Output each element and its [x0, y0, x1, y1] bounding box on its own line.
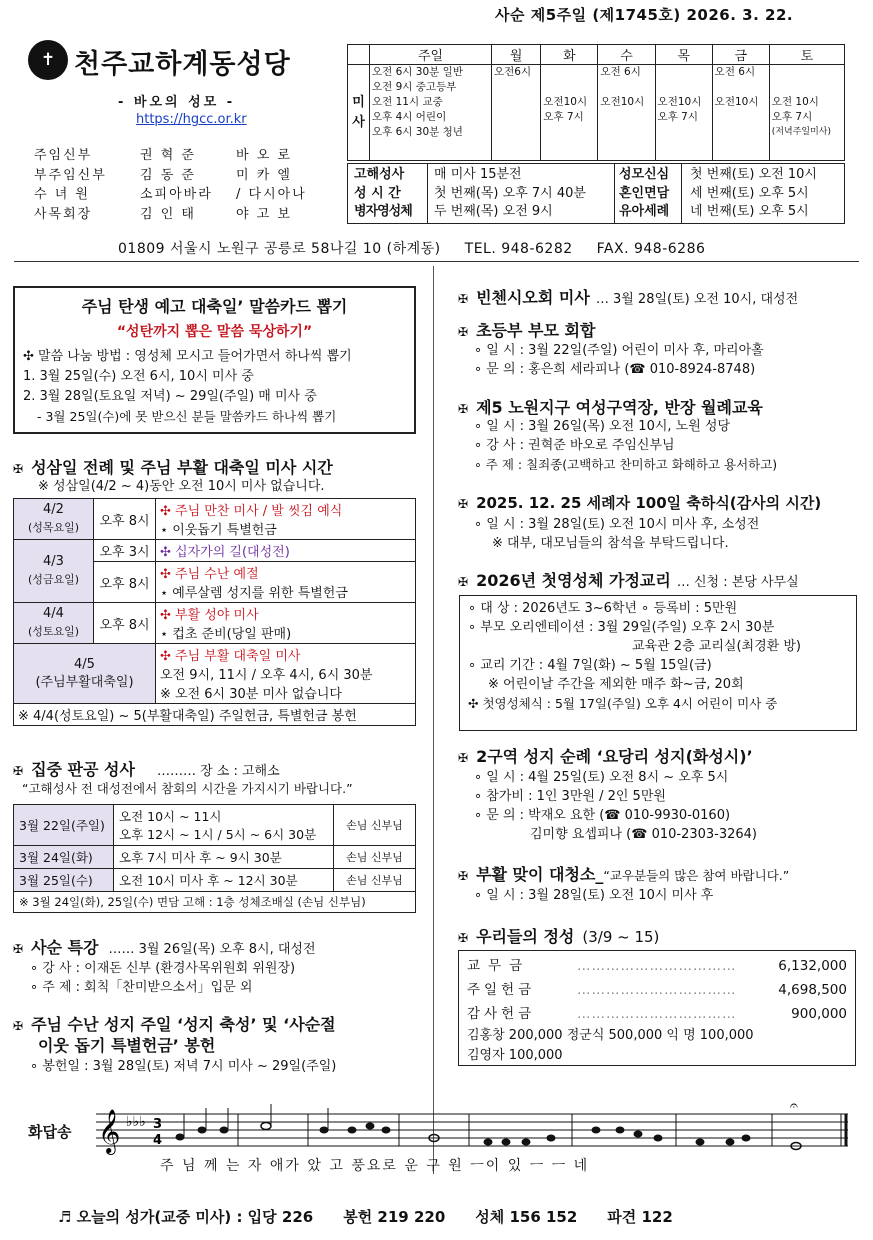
triduum-day: 4/3 (성금요일) [14, 540, 94, 603]
offertory-song: 봉헌 219 220 [343, 1208, 446, 1226]
day-header: 화 [541, 45, 598, 65]
corner-cell [348, 45, 370, 65]
triduum-table: 4/2 (성목요일) 오후 8시 ✣ 주님 만찬 미사 / 발 씻김 예식 ⋆ 이웃돕기 특별헌금 4/3 (성금요일) 오후 3시 ✣ 십자가의 길(대성전) 오후 8시 ✣ 주님 수난 예절 ⋆ 예루살렘 성지를 위한 특별헌금 4/4 (성토요일) 오후 8시 ✣ 부활 성야 미사 ⋆ 컵초 준비(당일 판매) 4/5 (주님부활대축일) ✣ 주님 부활 대축일 미사 오전 9시, 11시 / 오후 4시, 6시 30분 ※ 오전 6시 30분 미사 없습니다 ※ 4/4(성토요일) ~ 5(부활대축일) 주일헌금, 특별헌금 봉헌 [13, 498, 416, 726]
confession-note: “고해성사 전 대성전에서 참회의 시간을 가지시기 바랍니다.” [22, 781, 353, 796]
day-header: 목 [655, 45, 712, 65]
mass-schedule-table [347, 44, 845, 161]
wednesday-masses: 오전 6시 오전10시 [598, 65, 655, 161]
confession-heading: ✠ 집중 판공 성사 ……… 장 소 : 고해소 [13, 760, 280, 779]
section-marker-icon: ✠ [13, 942, 24, 956]
confession-table: 3월 22일(주일) 오전 10시 ~ 11시 오후 12시 ~ 1시 / 5시 ~ 6시 30분 손님 신부님 3월 24일(화) 오후 7시 미사 후 ~ 9시 30분 손님 신부님 3월 25일(수) 오전 10시 미사 후 ~ 12시 30분 손님 신부님 ※ 3월 24일(화), 25일(수) 면담 고해 : 1층 성체조배실 (손님 신부님) [13, 804, 416, 913]
baptism-heading: ✠ 2025. 12. 25 세례자 100일 축하식(감사의 시간) [458, 494, 822, 512]
sunday-masses: 오전 6시 30분 일반 오전 9시 중고등부 오전 11시 교중 오후 4시 어린이 오후 6시 30분 청년 [370, 65, 492, 161]
offering-row: 주일헌금 …………………………… 4,698,500 [467, 982, 847, 998]
address: 01809 서울시 노원구 공릉로 58나길 10 (하계동) [118, 241, 441, 257]
section-marker-icon: ✠ [458, 292, 469, 306]
triduum-day: 4/2 (성목요일) [14, 499, 94, 540]
lecture-heading: ✠ 사순 특강 …… 3월 26일(목) 오후 8시, 대성전 [13, 938, 316, 957]
section-marker-icon: ✠ [13, 462, 24, 476]
section-marker-icon: ✠ [458, 869, 469, 883]
header-divider [14, 261, 859, 262]
cleaning-heading: ✠ 부활 맞이 대청소_“교우분들의 많은 참여 바랍니다.” [458, 865, 790, 884]
svg-text:𝄞: 𝄞 [98, 1109, 121, 1153]
tel: TEL. 948-6282 [464, 241, 573, 257]
section-marker-icon: ✠ [458, 751, 469, 765]
palm-heading: ✠ 주님 수난 성지 주일 ‘성지 축성’ 및 ‘사순절 [13, 1015, 336, 1034]
word-card-subtitle: “성탄까지 뽑은 말씀 묵상하기” [116, 324, 313, 340]
pilgrimage-heading: ✠ 2구역 성지 순례 ‘요당리 성지(화성시)’ [458, 747, 753, 766]
offering-box [458, 950, 856, 1066]
word-card-title: 주님 탄생 예고 대축일’ 말씀카드 뽑기 [81, 297, 348, 316]
parish-name: 천주교하계동성당 [74, 49, 291, 80]
hymn-lyrics: 주 님 께 는 자 애가 았 고 풍요로 운 구 원 ㅡ이 있 ㅡ ㅡ 네 [160, 1158, 590, 1174]
first-communion-box: ∘ 대 상 : 2026년도 3~6학년 ∘ 등록비 : 5만원 ∘ 부모 오리엔테이션 : 3월 29일(주일) 오후 2시 30분 교육관 2층 교리실(최경환 방) ∘ 교리 기간 : 4월 7일(화) ~ 5월 15일(금) ※ 어린이날 주간을 제외한 매주 화~금, 20회 ✣ 첫영성체식 : 5월 17일(주일) 오후 4시 어린이 미사 중 [459, 595, 857, 731]
today-songs [58, 1206, 703, 1227]
tuesday-masses: 오전10시 오후 7시 [541, 65, 598, 161]
section-marker-icon: ✠ [458, 325, 469, 339]
first-communion-heading: ✠ 2026년 첫영성체 가정교리 … 신청 : 본당 사무실 [458, 571, 799, 590]
parents-heading: ✠ 초등부 부모 회합 [458, 321, 596, 340]
communion-song: 성체 156 152 [475, 1208, 578, 1226]
section-marker-icon: ✠ [458, 402, 469, 416]
donor-list: 김홍창 200,000 정군식 500,000 익 명 100,000 [467, 1028, 754, 1043]
svg-text:♭♭♭: ♭♭♭ [126, 1114, 146, 1130]
saturday-masses: 오전 10시 오후 7시 (저녁주일미사) [769, 65, 844, 161]
staff-row: 부주임신부 김 동 준 미 카 엘 [34, 167, 292, 183]
offering-heading: ✠ 우리들의 정성 (3/9 ~ 15) [458, 927, 660, 946]
offering-row: 감사헌금 …………………………… 900,000 [467, 1006, 847, 1022]
parish-motto: - 바오의 성모 - [118, 95, 236, 110]
svg-text:4: 4 [153, 1133, 163, 1148]
monday-masses: 오전6시 [492, 65, 541, 161]
triduum-day: 4/5 (주님부활대축일) [14, 644, 156, 704]
friday-masses: 오전 6시 오전10시 [712, 65, 769, 161]
services-values-left: 매 미사 15분전 첫 번째(목) 오후 7시 40분 두 번째(목) 오전 9시 [434, 167, 586, 219]
staff-list [34, 146, 307, 224]
staff-row: 사목회장 김 인 태 야 고 보 [34, 206, 292, 222]
svg-text:𝄐: 𝄐 [790, 1100, 798, 1114]
entrance-song: ♬ 오늘의 성가(교중 미사) : 입당 226 [58, 1208, 314, 1226]
women-heading: ✠ 제5 노원지구 여성구역장, 반장 월례교육 [458, 398, 763, 417]
parish-logo-icon: ✝ [28, 40, 68, 80]
triduum-note: ※ 성삼일(4/2 ~ 4)동안 오전 10시 미사 없습니다. [38, 479, 325, 494]
day-header: 금 [712, 45, 769, 65]
services-labels-right: 성모신심 혼인면담 유아세례 [614, 164, 682, 223]
offering-row: 교무금 …………………………… 6,132,000 [467, 958, 847, 974]
triduum-day: 4/4 (성토요일) [14, 603, 94, 644]
recessional-song: 파견 122 [607, 1208, 673, 1226]
staff-row: 주임신부 권 혁 준 바 오 로 [34, 148, 292, 163]
column-divider [433, 266, 434, 1174]
section-marker-icon: ✠ [13, 1019, 24, 1033]
svg-text:3: 3 [153, 1117, 163, 1132]
triduum-footer: ※ 4/4(성토요일) ~ 5(부활대축일) 주일헌금, 특별헌금 봉헌 [14, 704, 416, 726]
section-marker-icon: ✠ [458, 931, 469, 945]
day-header: 수 [598, 45, 655, 65]
staff-row: 수 녀 원 소피아바라 / 다시아나 [34, 187, 307, 202]
vincent-heading: ✠ 빈첸시오회 미사 … 3월 28일(토) 오전 10시, 대성전 [458, 288, 799, 307]
section-marker-icon: ✠ [458, 575, 469, 589]
day-header: 주일 [370, 45, 492, 65]
fax: FAX. 948-6286 [596, 241, 706, 257]
section-marker-icon: ✠ [13, 764, 24, 778]
services-table [347, 163, 845, 224]
donor-list: 김영자 100,000 [467, 1048, 563, 1063]
mass-label: 미사 [348, 65, 370, 161]
parish-url-link[interactable]: https://hgcc.or.kr [136, 112, 247, 127]
contact-line [118, 238, 729, 258]
thursday-masses: 오전10시 오후 7시 [655, 65, 712, 161]
responsorial-label: 화답송 [28, 1123, 72, 1141]
issue-info: 사순 제5주일 (제1745호) 2026. 3. 22. [495, 6, 794, 24]
day-header: 월 [492, 45, 541, 65]
word-card-box: 주님 탄생 예고 대축일’ 말씀카드 뽑기 “성탄까지 뽑은 말씀 묵상하기” ✣ 말씀 나눔 방법 : 영성체 모시고 들어가면서 하나씩 뽑기 1. 3월 25일(수) 오전 6시, 10시 미사 중 2. 3월 28일(토요일 저녁) ~ 29일(주일) 매 미사 중 - 3월 25일(수)에 못 받으신 분들 말씀카드 하나씩 뽑기 [13, 286, 416, 434]
section-marker-icon: ✠ [458, 497, 469, 511]
services-labels-left: 고해성사 성 시 간 병자영성체 [348, 164, 428, 223]
day-header: 토 [769, 45, 844, 65]
triduum-heading: ✠ 성삼일 전례 및 주님 부활 대축일 미사 시간 [13, 458, 333, 477]
music-staff [96, 1100, 851, 1160]
services-values-right: 첫 번째(토) 오전 10시 세 번째(토) 오후 5시 네 번째(토) 오후 5시 [690, 167, 817, 219]
